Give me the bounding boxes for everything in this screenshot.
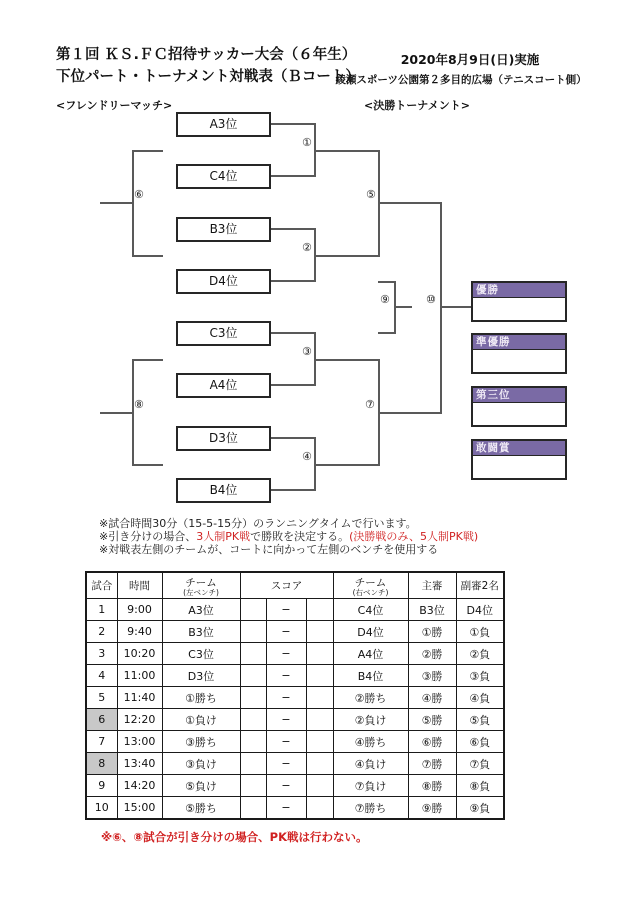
bracket-line (132, 255, 163, 257)
table-cell (240, 775, 266, 797)
match-number-6: ⑥ (134, 188, 144, 201)
bracket-line (271, 123, 316, 125)
bracket-line (378, 202, 442, 204)
table-header-row (86, 572, 504, 599)
bracket-line (271, 489, 316, 491)
table-cell: ⑦負 (456, 753, 504, 775)
table-cell: ②勝ち (333, 687, 408, 709)
table-cell: 13:00 (117, 731, 162, 753)
final-tournament-label: <決勝トーナメント> (364, 99, 470, 112)
table-cell: ④負 (456, 687, 504, 709)
table-cell: − (266, 709, 306, 731)
table-row (86, 753, 504, 775)
prize-box-fighting-spirit (471, 439, 567, 480)
bracket-line (132, 150, 163, 152)
table-cell: ①負 (456, 621, 504, 643)
note-line-2-black1: ※引き分けの場合、 (99, 530, 197, 543)
table-row (86, 775, 504, 797)
match-number-10: ⑩ (426, 293, 436, 306)
table-cell: ⑦負け (333, 775, 408, 797)
table-cell: 11:40 (117, 687, 162, 709)
header-assistants: 副審2名 (456, 572, 504, 599)
table-cell: ⑤負け (162, 775, 240, 797)
match-number-4: ④ (302, 450, 312, 463)
table-cell (240, 643, 266, 665)
header-match: 試合 (86, 572, 117, 599)
table-cell: ④勝 (408, 687, 456, 709)
table-cell: ⑧負 (456, 775, 504, 797)
table-cell: − (266, 753, 306, 775)
event-venue: 綾瀬スポーツ公園第２多目的広場（テニスコート側） (335, 74, 587, 86)
match-number-5: ⑤ (366, 188, 376, 201)
table-cell: 8 (86, 753, 117, 775)
table-cell: ⑦勝ち (333, 797, 408, 820)
table-row (86, 709, 504, 731)
bracket-line (132, 150, 134, 257)
table-cell: − (266, 687, 306, 709)
table-cell: 2 (86, 621, 117, 643)
table-cell: D3位 (162, 665, 240, 687)
page-title (56, 44, 360, 88)
prize-box-runner-up (471, 333, 567, 374)
table-cell (306, 599, 333, 621)
match-schedule-table (85, 571, 505, 820)
table-cell: ①勝ち (162, 687, 240, 709)
table-cell: − (266, 643, 306, 665)
bracket-line (271, 175, 316, 177)
header-score: スコア (240, 572, 333, 599)
header-team-left-main: チーム (185, 576, 217, 589)
table-cell: ⑦勝 (408, 753, 456, 775)
table-cell: 12:20 (117, 709, 162, 731)
header-team-right-sub: (右ベンチ) (352, 587, 389, 597)
table-cell: ③負 (456, 665, 504, 687)
table-cell (306, 709, 333, 731)
header-team-right (333, 572, 408, 599)
team-box-c3: C3位 (176, 321, 271, 346)
table-cell: C4位 (333, 599, 408, 621)
table-cell: ①負け (162, 709, 240, 731)
table-cell: D4位 (333, 621, 408, 643)
table-cell: ③負け (162, 753, 240, 775)
table-cell: ⑨負 (456, 797, 504, 820)
header-referee: 主審 (408, 572, 456, 599)
table-cell (306, 797, 333, 820)
table-cell (306, 753, 333, 775)
table-cell: ②負け (333, 709, 408, 731)
table-cell: 4 (86, 665, 117, 687)
table-cell: ①勝 (408, 621, 456, 643)
note-line-2-red1: 3人制PK戦 (196, 530, 251, 543)
bracket-line (132, 359, 163, 361)
bracket-line (100, 412, 132, 414)
team-box-c4: C4位 (176, 164, 271, 189)
table-cell: 15:00 (117, 797, 162, 820)
title-line-2: 下位パート・トーナメント対戦表（Ｂコート） (56, 69, 360, 85)
table-row (86, 621, 504, 643)
table-cell: ⑤勝 (408, 709, 456, 731)
table-cell (306, 687, 333, 709)
table-cell (306, 643, 333, 665)
table-cell: ④勝ち (333, 731, 408, 753)
table-cell: − (266, 797, 306, 820)
table-cell: 6 (86, 709, 117, 731)
note-line-2-red2: (決勝戦のみ、5人制PK戦) (349, 530, 479, 543)
bracket-line (271, 332, 316, 334)
bracket-line (314, 255, 380, 257)
match-table-body (86, 599, 504, 820)
match-number-8: ⑧ (134, 398, 144, 411)
table-cell: ⑧勝 (408, 775, 456, 797)
table-cell: 5 (86, 687, 117, 709)
table-cell: − (266, 665, 306, 687)
table-cell (306, 731, 333, 753)
table-cell (240, 665, 266, 687)
bracket-line (314, 359, 380, 361)
bracket-line (314, 150, 380, 152)
bracket-line (271, 437, 316, 439)
table-cell: − (266, 599, 306, 621)
bracket-line (440, 306, 471, 308)
bracket-line (440, 202, 442, 414)
table-cell: B3位 (408, 599, 456, 621)
table-cell: ⑤勝ち (162, 797, 240, 820)
team-box-a3: A3位 (176, 112, 271, 137)
team-box-d4: D4位 (176, 269, 271, 294)
bracket-line (100, 202, 132, 204)
table-row (86, 643, 504, 665)
table-cell: ③勝ち (162, 731, 240, 753)
table-cell: ②勝 (408, 643, 456, 665)
prize-label-fighting-spirit: 敢闘賞 (473, 441, 565, 456)
header-team-left (162, 572, 240, 599)
table-cell (240, 599, 266, 621)
table-footnote: ※⑥、⑧試合が引き分けの場合、PK戦は行わない。 (101, 830, 368, 844)
table-row (86, 687, 504, 709)
table-cell: B4位 (333, 665, 408, 687)
event-date: 2020年8月9日(日)実施 (400, 52, 540, 67)
table-cell: 3 (86, 643, 117, 665)
table-cell: 9 (86, 775, 117, 797)
table-cell (240, 797, 266, 820)
bracket-line (378, 412, 442, 414)
bracket-line (271, 384, 316, 386)
note-line-3: ※対戦表左側のチームが、コートに向かって左側のベンチを使用する (99, 543, 439, 556)
table-cell: ②負 (456, 643, 504, 665)
table-cell: 14:20 (117, 775, 162, 797)
match-number-9: ⑨ (380, 293, 390, 306)
bracket-line (271, 228, 316, 230)
team-box-b4: B4位 (176, 478, 271, 503)
header-team-left-sub: (左ベンチ) (183, 587, 219, 597)
table-cell: 1 (86, 599, 117, 621)
team-box-d3: D3位 (176, 426, 271, 451)
match-number-7: ⑦ (365, 398, 375, 411)
table-cell: − (266, 731, 306, 753)
match-number-2: ② (302, 241, 312, 254)
table-cell: − (266, 621, 306, 643)
table-cell: C3位 (162, 643, 240, 665)
bracket-line (132, 359, 134, 466)
table-cell: 7 (86, 731, 117, 753)
table-cell: A4位 (333, 643, 408, 665)
table-cell: 13:40 (117, 753, 162, 775)
table-row (86, 797, 504, 820)
table-cell: D4位 (456, 599, 504, 621)
table-cell: 11:00 (117, 665, 162, 687)
prize-label-champion: 優勝 (473, 283, 565, 298)
match-number-1: ① (302, 136, 312, 149)
match-number-3: ③ (302, 345, 312, 358)
table-cell: ③勝 (408, 665, 456, 687)
table-cell: A3位 (162, 599, 240, 621)
prize-box-champion (471, 281, 567, 322)
note-line-2-black2: で勝敗を決定する。 (250, 530, 350, 543)
bracket-line (314, 464, 380, 466)
friendly-match-label: <フレンドリーマッチ> (56, 99, 173, 112)
title-line-1: 第１回 ＫＳ.ＦＣ招待サッカー大会（６年生） (56, 47, 357, 63)
table-row (86, 665, 504, 687)
table-cell (306, 775, 333, 797)
table-cell: ④負け (333, 753, 408, 775)
prize-label-runner-up: 準優勝 (473, 335, 565, 350)
table-cell: 10 (86, 797, 117, 820)
team-box-a4: A4位 (176, 373, 271, 398)
table-cell (240, 687, 266, 709)
table-cell: 10:20 (117, 643, 162, 665)
table-cell: − (266, 775, 306, 797)
header-team-right-main: チーム (354, 576, 387, 589)
table-row (86, 599, 504, 621)
team-box-b3: B3位 (176, 217, 271, 242)
table-cell (240, 709, 266, 731)
table-cell: ⑤負 (456, 709, 504, 731)
bracket-line (394, 306, 412, 308)
table-cell: ⑥負 (456, 731, 504, 753)
table-cell: 9:40 (117, 621, 162, 643)
prize-box-third-place (471, 386, 567, 427)
table-cell (240, 621, 266, 643)
table-row (86, 731, 504, 753)
prize-label-third-place: 第三位 (473, 388, 565, 403)
table-cell: ⑥勝 (408, 731, 456, 753)
bracket-line (132, 464, 163, 466)
header-time: 時間 (117, 572, 162, 599)
bracket-line (271, 280, 316, 282)
table-cell (306, 621, 333, 643)
note-line-1: ※試合時間30分（15-5-15分）のランニングタイムで行います。 (99, 517, 417, 530)
table-cell: ⑨勝 (408, 797, 456, 820)
table-cell (240, 731, 266, 753)
table-cell (306, 665, 333, 687)
table-cell: B3位 (162, 621, 240, 643)
table-cell (240, 753, 266, 775)
table-cell: 9:00 (117, 599, 162, 621)
